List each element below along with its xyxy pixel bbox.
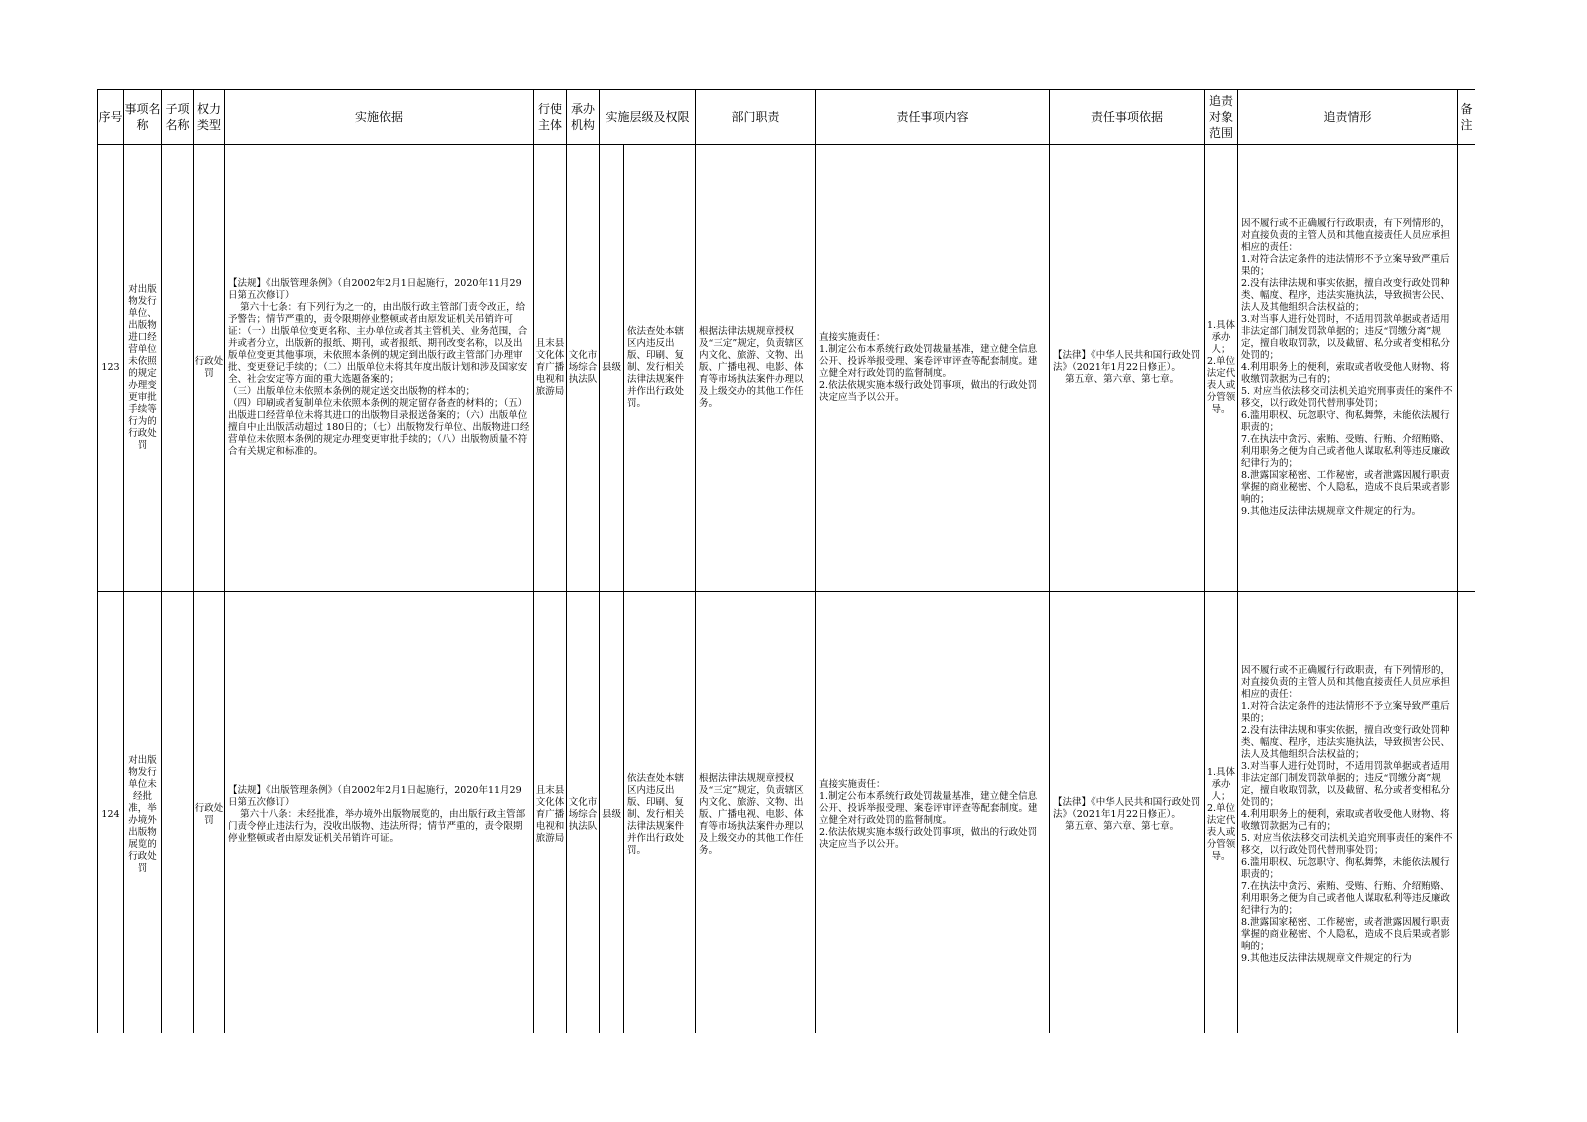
row-basis: 【法规】《出版管理条例》（自2002年2月1日起施行，2020年11月29日第五次修订） 第六十八条：未经批准，举办境外出版物展览的，由出版行政主管部门责令停止违法行为，没收出版物、违法所得；情节严重的，责令限期停业整顿或者由原发证机关吊销许可证。	[225, 592, 534, 1034]
row-scope-text: 依法查处本辖区内违反出版、印刷、复制、发行相关法律法规案件并作出行政处罚。	[624, 592, 696, 1034]
row-resp-content: 直接实施责任： 1.制定公布本系统行政处罚裁量基准，建立健全信息公开、投诉举报受理、案卷评审评查等配套制度。建立健全对行政处罚的监督制度。 2.依法依规实施本级行政处罚事项，做出的行政处罚决定应当予以公开。	[816, 145, 1050, 592]
row-agency: 文化市场综合执法队	[567, 592, 600, 1034]
header-sub-name: 子项名称	[162, 90, 194, 145]
table-row	[98, 145, 1476, 592]
row-scope: 1.具体承办人； 2.单位法定代表人或分管领导。	[1205, 592, 1238, 1034]
power-list-table	[97, 89, 1475, 1033]
header-row	[98, 90, 1476, 145]
row-seq: 124	[98, 592, 124, 1034]
header-situations: 追责情形	[1238, 90, 1458, 145]
header-scope: 追责对象范围	[1205, 90, 1238, 145]
header-level-scope: 实施层级及权限	[600, 90, 696, 145]
row-subject: 且末县文化体育广播电视和旅游局	[534, 592, 567, 1034]
header-agency: 承办机构	[567, 90, 600, 145]
table-row	[98, 592, 1476, 1034]
header-duty: 部门职责	[696, 90, 816, 145]
row-item-name: 对出版物发行单位未经批准，举办境外出版物展览的行政处罚	[124, 592, 162, 1034]
header-remark: 备注	[1458, 90, 1475, 145]
header-basis: 实施依据	[225, 90, 534, 145]
row-duty: 根据法律法规规章授权及“三定”规定，负责辖区内文化、旅游、文物、出版、广播电视、电影、体育等市场执法案件办理以及上级交办的其他工作任务。	[696, 145, 816, 592]
row-basis: 【法规】《出版管理条例》（自2002年2月1日起施行，2020年11月29日第五次修订） 第六十七条：有下列行为之一的，由出版行政主管部门责令改正，给予警告；情节严重的，责令限期停业整顿或者由原发证机关吊销许可证：（一）出版单位变更名称、主办单位或者其主管机关、业务范围，合并或者分立，出版新的报纸、期刊，或者报纸、期刊改变名称，以及出版单位变更其他事项，未依照本条例的规定到出版行政主管部门办理审批、变更登记手续的；（二）出版单位未将其年度出版计划和涉及国家安全、社会安定等方面的重大选题备案的； （三）出版单位未依照本条例的规定送交出版物的样本的； （四）印刷或者复制单位未依照本条例的规定留存备查的材料的；（五）出版进口经营单位未将其进口的出版物目录报送备案的；（六）出版单位擅自中止出版活动超过 180日的；（七）出版物发行单位、出版物进口经营单位未依照本条例的规定办理变更审批手续的；（八）出版物质量不符合有关规定和标准的。	[225, 145, 534, 592]
row-scope-text: 依法查处本辖区内违反出版、印刷、复制、发行相关法律法规案件并作出行政处罚。	[624, 145, 696, 592]
row-resp-content: 直接实施责任： 1.制定公布本系统行政处罚裁量基准，建立健全信息公开、投诉举报受理、案卷评审评查等配套制度。建立健全对行政处罚的监督制度。 2.依法依规实施本级行政处罚事项，做出的行政处罚决定应当予以公开。	[816, 592, 1050, 1034]
row-level: 县级	[600, 145, 624, 592]
row-sub-name	[162, 145, 194, 592]
row-sub-name	[162, 592, 194, 1034]
header-power-type: 权力类型	[194, 90, 225, 145]
row-power-type: 行政处罚	[194, 145, 225, 592]
row-remark	[1458, 145, 1475, 592]
header-item-name: 事项名称	[124, 90, 162, 145]
row-seq: 123	[98, 145, 124, 592]
row-situations: 因不履行或不正确履行行政职责，有下列情形的，对直接负责的主管人员和其他直接责任人员应承担相应的责任： 1.对符合法定条件的违法情形不予立案导致严重后果的； 2.没有法律法规和事实依据，擅自改变行政处罚种类、幅度、程序，违法实施执法，导致损害公民、法人及其他组织合法权益的； 3.对当事人进行处罚时，不适用罚款单据或者适用非法定部门制发罚款单据的；违反“罚缴分离”规定，擅自收取罚款，以及截留、私分或者变相私分处罚的； 4.利用职务上的便利，索取或者收受他人财物、将收缴罚款据为己有的； 5. 对应当依法移交司法机关追究刑事责任的案件不移交，以行政处罚代替刑事处罚； 6.滥用职权、玩忽职守、徇私舞弊，未能依法履行职责的； 7.在执法中贪污、索贿、受贿、行贿、介绍贿赂、利用职务之便为自己或者他人谋取私利等违反廉政纪律行为的； 8.泄露国家秘密、工作秘密，或者泄露因履行职责掌握的商业秘密、个人隐私，造成不良后果或者影响的； 9.其他违反法律法规规章文件规定的行为	[1238, 592, 1458, 1034]
row-subject: 且末县文化体育广播电视和旅游局	[534, 145, 567, 592]
row-level: 县级	[600, 592, 624, 1034]
row-power-type: 行政处罚	[194, 592, 225, 1034]
header-subject: 行使主体	[534, 90, 567, 145]
header-resp-basis: 责任事项依据	[1050, 90, 1205, 145]
row-duty: 根据法律法规规章授权及“三定”规定，负责辖区内文化、旅游、文物、出版、广播电视、电影、体育等市场执法案件办理以及上级交办的其他工作任务。	[696, 592, 816, 1034]
power-list-sheet	[97, 89, 1475, 1033]
row-scope: 1.具体承办人； 2.单位法定代表人或分管领导。	[1205, 145, 1238, 592]
row-resp-basis: 【法律】《中华人民共和国行政处罚法》（2021年1月22日修正）。 第五章、第六章、第七章。	[1050, 592, 1205, 1034]
header-resp-content: 责任事项内容	[816, 90, 1050, 145]
row-situations: 因不履行或不正确履行行政职责，有下列情形的，对直接负责的主管人员和其他直接责任人员应承担相应的责任： 1.对符合法定条件的违法情形不予立案导致严重后果的； 2.没有法律法规和事实依据，擅自改变行政处罚种类、幅度、程序，违法实施执法，导致损害公民、法人及其他组织合法权益的； 3.对当事人进行处罚时，不适用罚款单据或者适用非法定部门制发罚款单据的；违反“罚缴分离”规定，擅自收取罚款，以及截留、私分或者变相私分处罚的； 4.利用职务上的便利，索取或者收受他人财物、将收缴罚款据为己有的； 5. 对应当依法移交司法机关追究刑事责任的案件不移交，以行政处罚代替刑事处罚； 6.滥用职权、玩忽职守、徇私舞弊，未能依法履行职责的； 7.在执法中贪污、索贿、受贿、行贿、介绍贿赂、利用职务之便为自己或者他人谋取私利等违反廉政纪律行为的； 8.泄露国家秘密、工作秘密，或者泄露因履行职责掌握的商业秘密、个人隐私，造成不良后果或者影响的； 9.其他违反法律法规规章文件规定的行为。	[1238, 145, 1458, 592]
row-item-name: 对出版物发行单位、出版物进口经营单位未依照的规定办理变更审批手续等行为的行政处罚	[124, 145, 162, 592]
row-agency: 文化市场综合执法队	[567, 145, 600, 592]
row-remark	[1458, 592, 1475, 1034]
header-seq: 序号	[98, 90, 124, 145]
row-resp-basis: 【法律】《中华人民共和国行政处罚法》（2021年1月22日修正）。 第五章、第六章、第七章。	[1050, 145, 1205, 592]
